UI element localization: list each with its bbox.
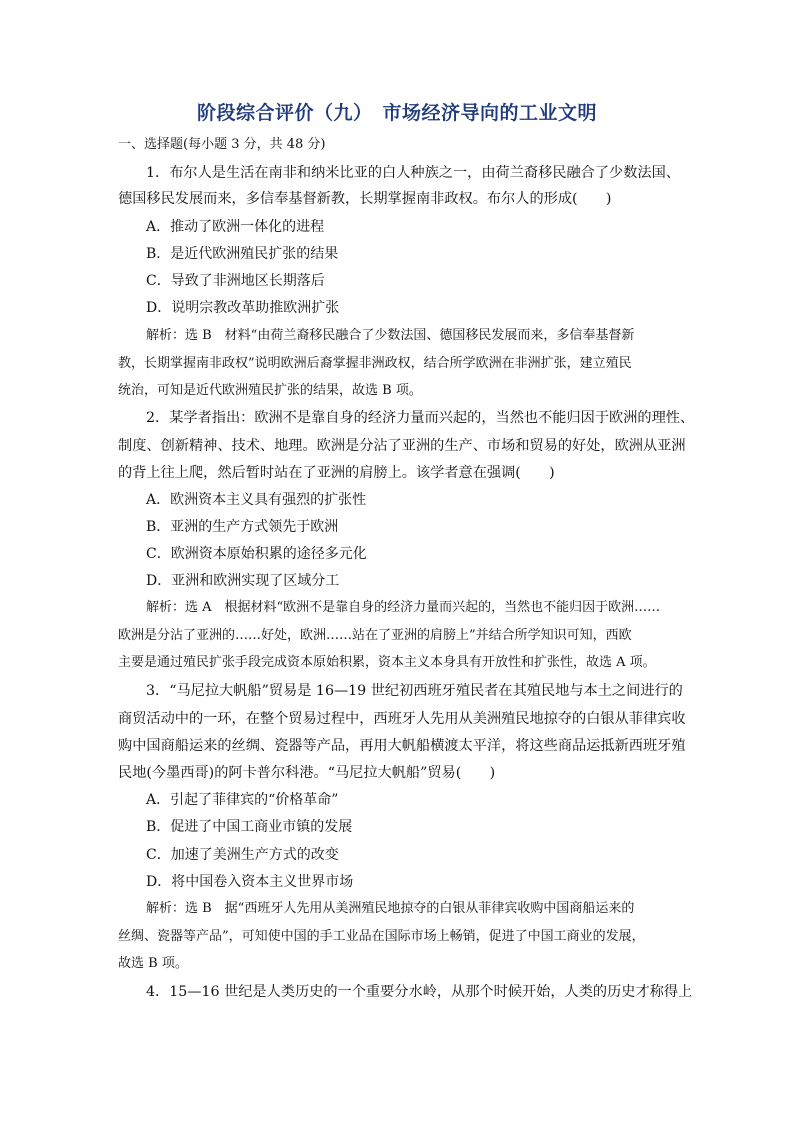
page-title: 阶段综合评价（九） 市场经济导向的工业文明 <box>196 102 597 124</box>
question-2-analysis-line-3: 主要是通过殖民扩张手段完成资本原始积累，资本主义本身具有开放性和扩张性，故选 A 项。 <box>118 655 656 670</box>
question-2-option-d: D．亚洲和欧洲实现了区域分工 <box>146 573 340 589</box>
question-1-option-d: D．说明宗教改革助推欧洲扩张 <box>146 300 340 316</box>
question-1-line-2: 德国移民发展而来，多信奉基督新教，长期掌握南非政权。布尔人的形成( ) <box>118 191 612 207</box>
question-3-option-c: C．加速了美洲生产方式的改变 <box>146 847 339 863</box>
question-2-line-2: 制度、创新精神、技术、地理。欧洲是分沾了亚洲的生产、市场和贸易的好处，欧洲从亚洲 <box>118 438 686 454</box>
question-3-analysis-line-2: 丝绸、瓷器等产品”，可知使中国的手工业品在国际市场上畅销，促进了中国工商业的发展， <box>118 929 645 944</box>
question-2-option-c: C．欧洲资本原始积累的途径多元化 <box>146 546 367 562</box>
question-3-analysis-line-1: 解析：选 B 据“西班牙人先用从美洲殖民地掠夺的白银从菲律宾收购中国商船运来的 <box>146 901 635 916</box>
question-1-analysis-line-1: 解析：选 B 材料“由荷兰裔移民融合了少数法国、德国移民发展而来，多信奉基督新 <box>146 328 635 343</box>
question-2-option-a: A．欧洲资本主义具有强烈的扩张性 <box>146 492 367 508</box>
question-4-line-1: 4．15—16 世纪是人类历史的一个重要分水岭，从那个时候开始，人类的历史才称得上 <box>146 984 693 1000</box>
question-3-line-3: 购中国商船运来的丝绸、瓷器等产品，再用大帆船横渡太平洋，将这些商品运抵新西班牙殖 <box>118 738 686 754</box>
section-heading: 一、选择题(每小题 3 分，共 48 分) <box>118 137 326 152</box>
question-3-line-4: 民地(今墨西哥)的阿卡普尔科港。“马尼拉大帆船”贸易( ) <box>118 765 496 781</box>
question-3-option-a: A．引起了菲律宾的“价格革命” <box>146 792 339 808</box>
question-1-option-c: C．导致了非洲地区长期落后 <box>146 273 325 289</box>
question-3-line-2: 商贸活动中的一环，在整个贸易过程中，西班牙人先用从美洲殖民地掠夺的白银从菲律宾收 <box>118 711 686 727</box>
question-3-line-1: 3．“马尼拉大帆船”贸易是 16—19 世纪初西班牙殖民者在其殖民地与本土之间进行的 <box>146 683 683 699</box>
question-3-option-b: B．促进了中国工商业市镇的发展 <box>146 819 353 835</box>
question-3-analysis-line-3: 故选 B 项。 <box>118 956 188 971</box>
question-2-option-b: B．亚洲的生产方式领先于欧洲 <box>146 519 339 535</box>
question-1-analysis-line-3: 统治，可知是近代欧洲殖民扩张的结果，故选 B 项。 <box>118 383 422 398</box>
question-1-analysis-line-2: 教，长期掌握南非政权”说明欧洲后裔掌握非洲政权，结合所学欧洲在非洲扩张，建立殖民 <box>118 356 632 371</box>
question-1-option-a: A．推动了欧洲一体化的进程 <box>146 219 325 235</box>
question-2-line-1: 2．某学者指出：欧洲不是靠自身的经济力量而兴起的，当然也不能归因于欧洲的理性、 <box>146 410 695 426</box>
question-2-line-3: 的背上往上爬，然后暂时站在了亚洲的肩膀上。该学者意在强调( ) <box>118 465 555 481</box>
question-3-option-d: D．将中国卷入资本主义世界市场 <box>146 874 354 890</box>
question-2-analysis-line-1: 解析：选 A 根据材料“欧洲不是靠自身的经济力量而兴起的，当然也不能归因于欧洲…… <box>146 600 661 615</box>
question-1-option-b: B．是近代欧洲殖民扩张的结果 <box>146 246 339 262</box>
question-1-line-1: 1．布尔人是生活在南非和纳米比亚的白人种族之一，由荷兰裔移民融合了少数法国、 <box>146 165 680 181</box>
question-2-analysis-line-2: 欧洲是分沾了亚洲的……好处，欧洲……站在了亚洲的肩膀上”并结合所学知识可知，西欧 <box>118 628 632 643</box>
